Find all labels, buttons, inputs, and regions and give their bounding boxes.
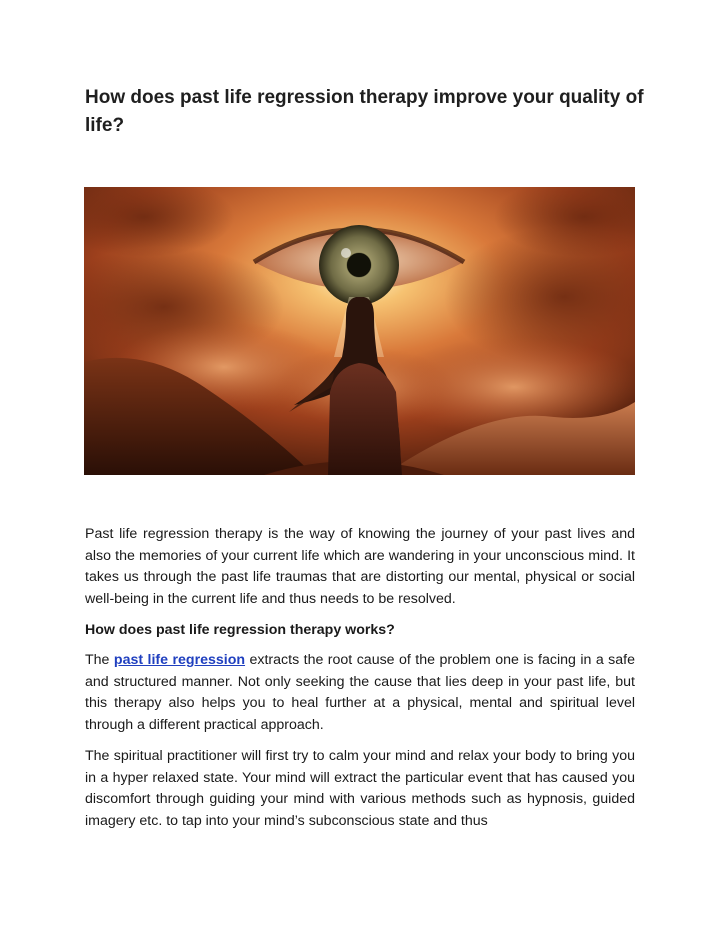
intro-paragraph: Past life regression therapy is the way of knowing the journey of your past lives and also the memories of your current life which are wandering in your unconscious mind. It takes us through the past life traumas that are distorting our mental, physical or social well-being in the current life and thus needs to be resolved. <box>85 526 635 608</box>
paragraph-how-it-works <box>85 650 635 737</box>
past-life-regression-link[interactable]: past life regression <box>113 652 246 668</box>
paragraph-practitioner: The spiritual practitioner will first try to calm your mind and relax your body to bring you in a hyper relaxed state. Your mind will extract the particular event that has caused you discomfort through guiding your mind with various methods such as hypnosis, guided imagery etc. to tap into your mind’s subconscious state and thus <box>85 748 635 830</box>
section-heading: How does past life regression therapy works? <box>85 622 395 638</box>
paragraph-suffix: extracts the root cause of the problem one is facing in a safe and structured manner. Not only seeking the cause that lies deep in your past life, but this therapy also helps you to heal further at a physical, mental and spiritual level through a different practical approach. <box>85 652 636 734</box>
page-title: How does past life regression therapy improve your quality of life? <box>85 87 644 136</box>
eye-in-sky-illustration <box>84 187 635 475</box>
paragraph-prefix: The <box>85 652 114 668</box>
